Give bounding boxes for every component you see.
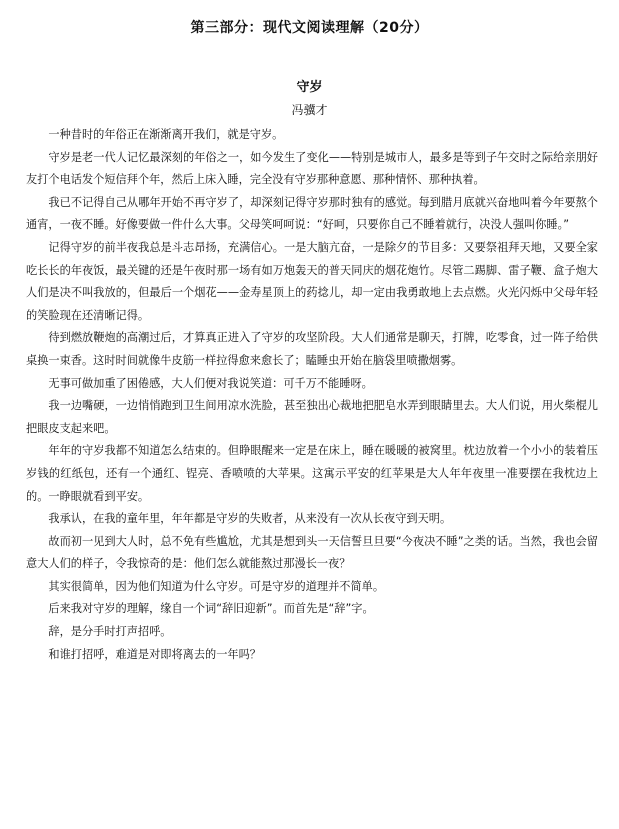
- paragraph: 记得守岁的前半夜我总是斗志昂扬，充满信心。一是大脑亢奋，一是除夕的节目多：又要祭祖拜天地，又要全家吃长长的年夜饭，最关键的还是午夜时那一场有如万炮轰天的普天同庆的烟花炮竹。尽管二踢脚、雷子鞭、盒子炮大人们是决不叫我放的，但最后一个烟花——金寿星顶上的药捻儿，却一定由我勇敢地上去点燃。火光闪烁中父母年轻的笑脸现在还清晰记得。: [26, 240, 598, 322]
- paragraph: 我一边嘴硬，一边悄悄跑到卫生间用凉水洗脸，甚至独出心裁地把肥皂水弄到眼睛里去。大人们说，用火柴棍儿把眼皮支起来吧。: [26, 399, 598, 435]
- article-title: 守岁: [296, 80, 323, 95]
- paragraph: 守岁是老一代人记忆最深刻的年俗之一，如今发生了变化——特别是城市人，最多是等到子午交时之际给亲朋好友打个电话发个短信拜个年，然后上床入睡，完全没有守岁那种意愿、那种情怀、那种执着。: [26, 150, 598, 187]
- section-title: 第三部分：现代文阅读理解（20分）: [190, 20, 429, 36]
- paragraph: 辞，是分手时打声招呼。: [48, 625, 172, 639]
- paragraph: 待到燃放鞭炮的高潮过后，才算真正进入了守岁的攻坚阶段。大人们通常是聊天，打牌，吃零食，过一阵子给供桌换一束香。这时时间就像牛皮筋一样拉得愈来愈长了；瞌睡虫开始在脑袋里喷撒烟雾。: [26, 331, 598, 367]
- article-body: [26, 124, 598, 666]
- article-author: 冯骥才: [291, 103, 328, 117]
- paragraph: 年年的守岁我都不知道怎么结束的。但睁眼醒来一定是在床上，睡在暖暖的被窝里。枕边放着一个小小的装着压岁钱的红纸包，还有一个通红、锃亮、香喷喷的大苹果。这寓示平安的红苹果是大人年年夜里一准要摆在我枕边上的。一睁眼就看到平安。: [26, 444, 598, 503]
- paragraph: 其实很简单，因为他们知道为什么守岁。可是守岁的道理并不简单。: [48, 579, 385, 593]
- paragraph: 故而初一见到大人时，总不免有些尴尬，尤其是想到头一天信誓旦旦要“今夜决不睡”之类的话。当然，我也会留意大人们的样子，令我惊奇的是：他们怎么就能熬过那漫长一夜？: [26, 534, 598, 571]
- paragraph: 一种昔时的年俗正在渐渐离开我们，就是守岁。: [48, 128, 284, 141]
- paragraph: 我承认，在我的童年里，年年都是守岁的失败者，从来没有一次从长夜守到天明。: [48, 512, 452, 526]
- paragraph: 后来我对守岁的理解，缘自一个词“辞旧迎新”。而首先是“辞”字。: [48, 602, 374, 616]
- paragraph: 我已不记得自己从哪年开始不再守岁了，却深刻记得守岁那时独有的感觉。每到腊月底就兴奋地叫着今年要熬个通宵，一夜不睡。好像要做一件什么大事。父母笑呵呵说：“好呵，只要你自己不睡着就行，决没人强叫你睡。”: [26, 195, 598, 232]
- paragraph: 和谁打招呼，难道是对即将离去的一年吗？: [48, 647, 261, 661]
- paragraph: 无事可做加重了困倦感，大人们便对我说笑道：可千万不能睡呀。: [48, 376, 373, 390]
